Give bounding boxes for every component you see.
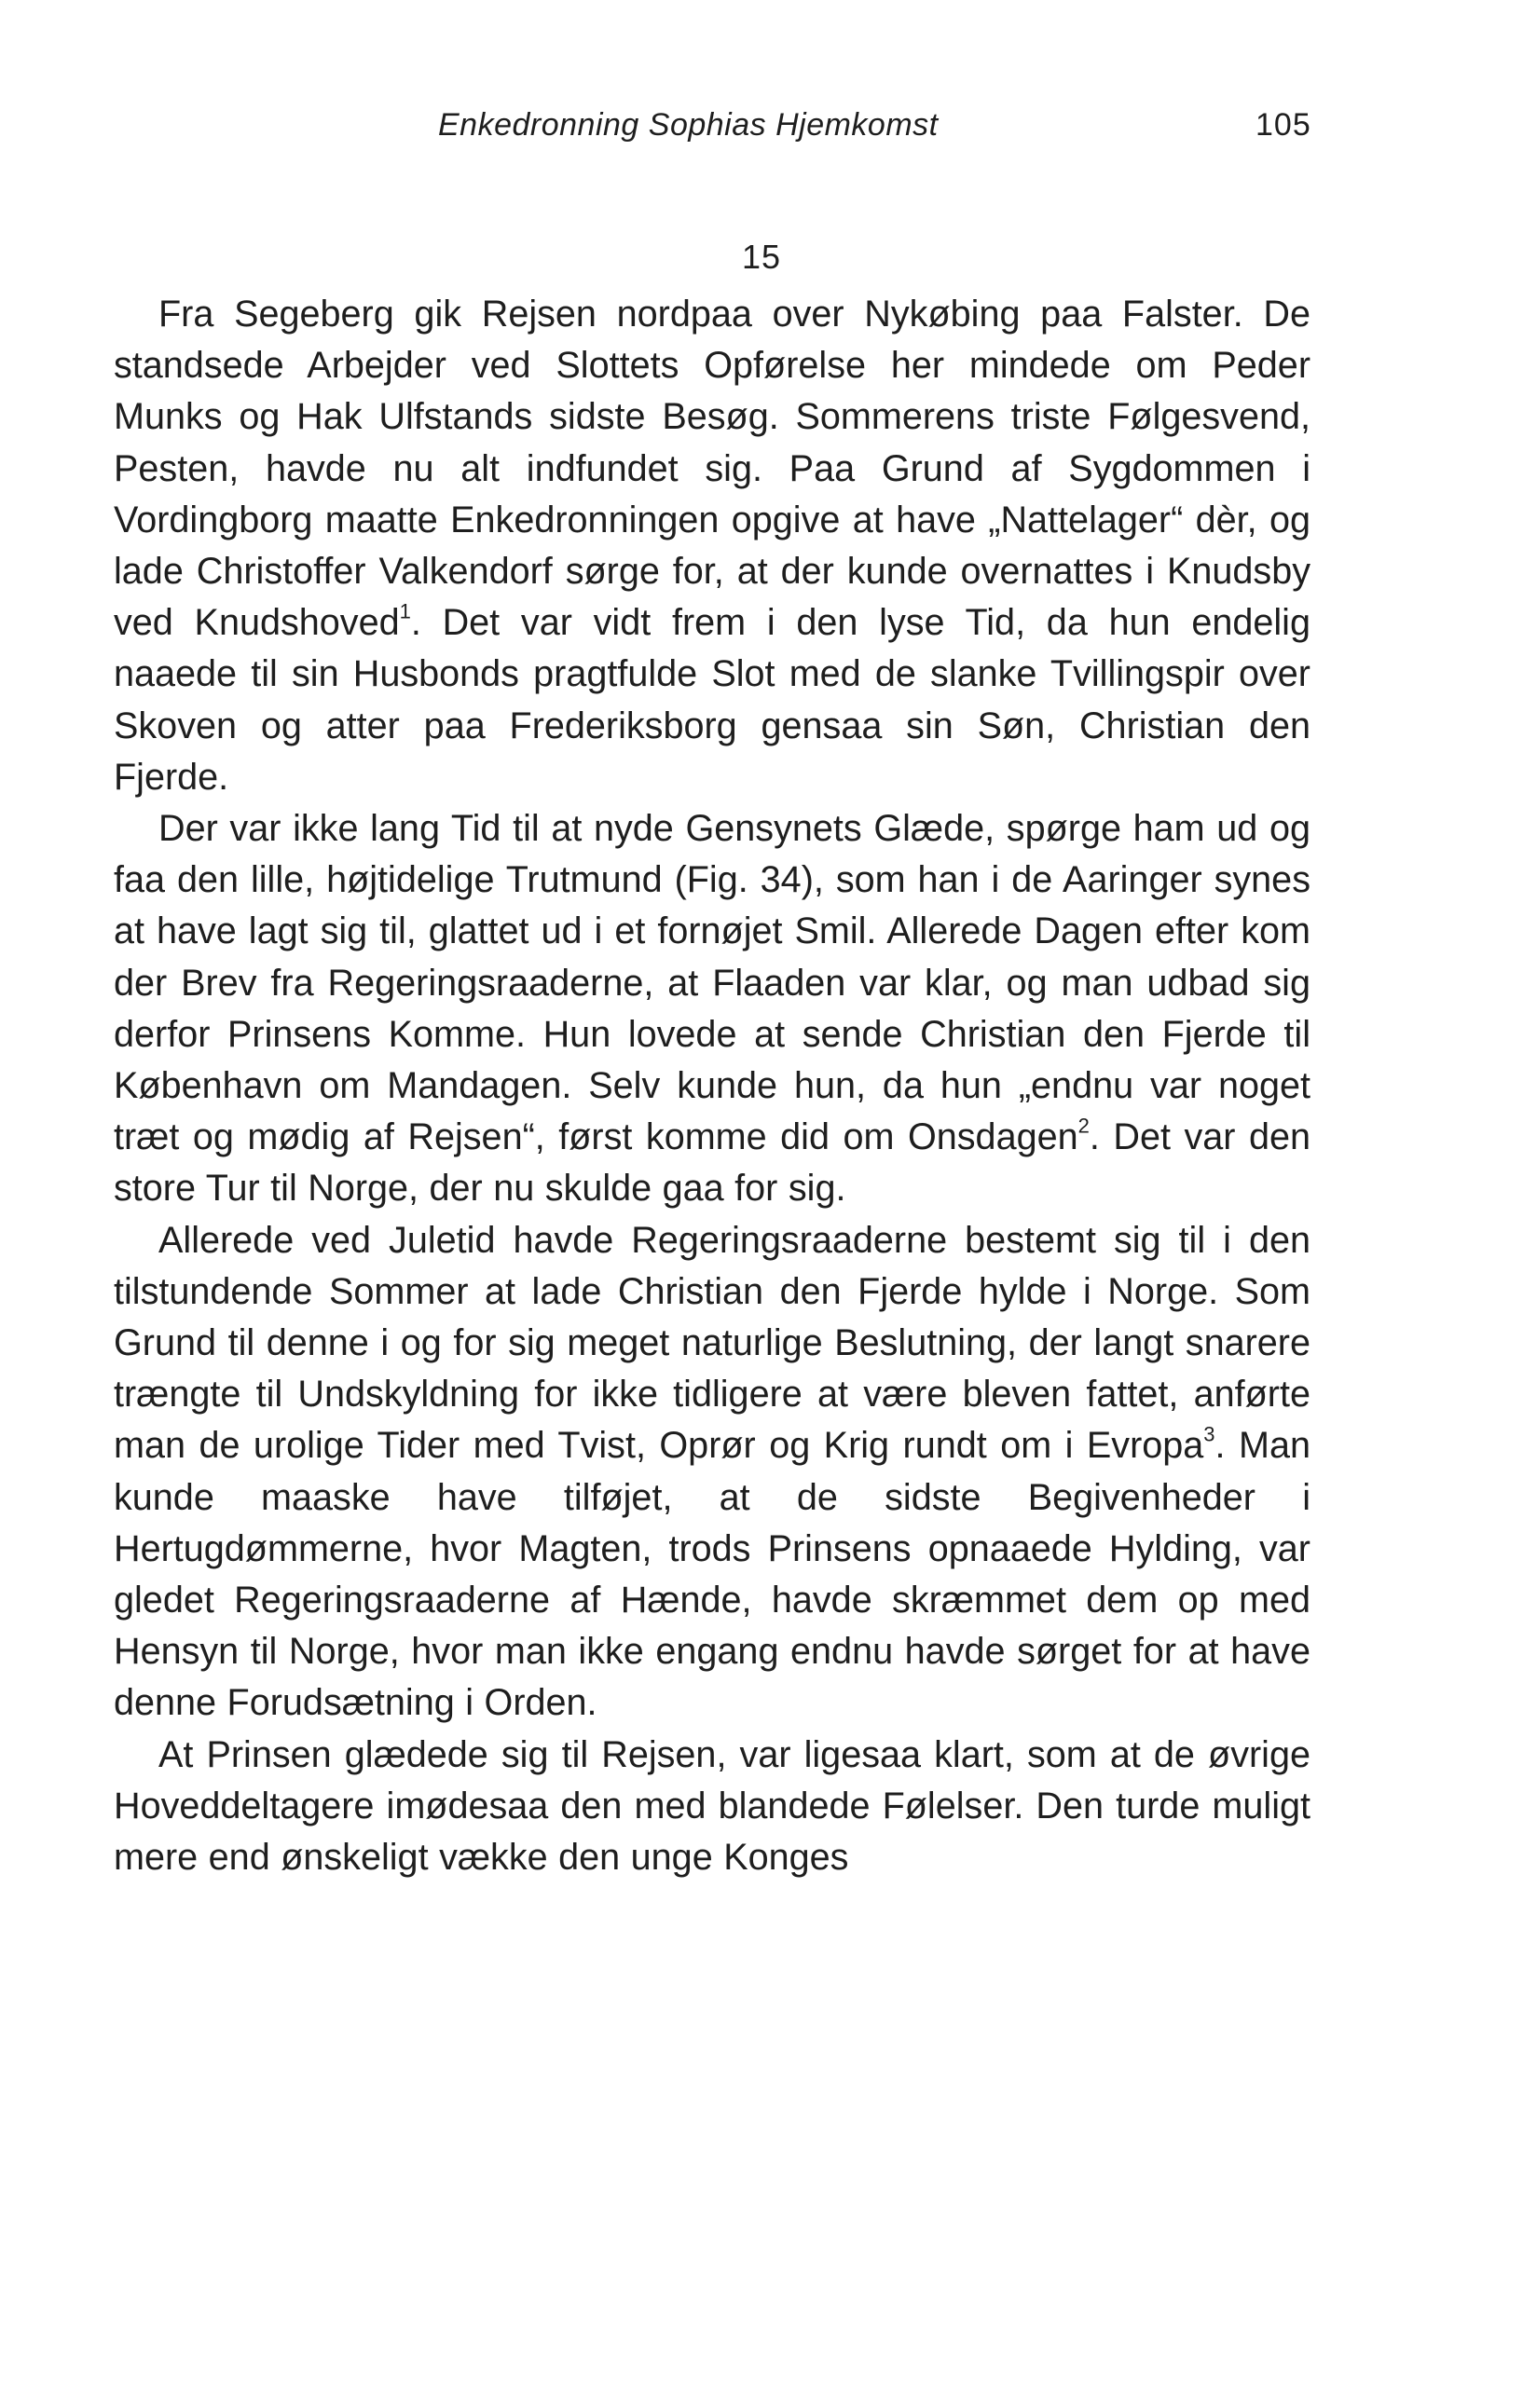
paragraph-text: At Prinsen glædede sig til Rejsen, var ligesaa klart, som at de øvrige Hoveddeltagere imødesaa den med blandede Følelser. Den turde muligt mere end ønskeligt vække den unge Konges <box>114 1733 1310 1879</box>
footnote-reference: 2 <box>1077 1114 1090 1138</box>
paragraph-text: . Man kunde maaske have tilføjet, at de sidste Begivenheder i Hertugdømmerne, hvor Magten, trods Prinsens opnaaede Hylding, var gledet Regeringsraaderne af Hænde, havde skræmmet dem op med Hensyn til Norge, hvor man ikke engang endnu havde sørget for at have denne Forudsætning i Orden. <box>114 1425 1310 1724</box>
paragraph-text: Allerede ved Juletid havde Regeringsraaderne bestemt sig til i den tilstundende Sommer at lade Christian den Fjerde hylde i Norge. Som Grund til denne i og for sig meget naturlige Beslutning, der langt snarere trængte til Undskyldning for ikke tidligere at være bleven fattet, anførte man de urolige Tider med Tvist, Oprør og Krig rundt om i Evropa <box>114 1219 1310 1467</box>
running-header <box>438 107 1324 154</box>
paragraph <box>114 1215 1310 1730</box>
footnote-reference: 3 <box>1203 1422 1215 1446</box>
paragraph-text: Der var ikke lang Tid til at nyde Gensynets Glæde, spørge ham ud og faa den lille, højtidelige Trutmund (Fig. 34), som han i de Aaringer synes at have lagt sig til, glattet ud i et fornøjet Smil. Allerede Dagen efter kom der Brev fra Regeringsraaderne, at Flaaden var klar, og man udbad sig derfor Prinsens Komme. Hun lovede at sende Christian den Fjerde til København om Mandagen. Selv kunde hun, da hun „endnu var noget træt og mødig af Rejsen“, først komme did om Onsdagen <box>114 808 1310 1158</box>
body-text <box>114 289 1310 1883</box>
running-title: Enkedronning Sophias Hjemkomst <box>438 107 939 143</box>
paragraph <box>114 1730 1310 1884</box>
page-number: 105 <box>1255 107 1311 143</box>
paragraph-text: . Det var den store Tur til Norge, der nu skulde gaa for sig. <box>114 1116 1310 1210</box>
paragraph-text: . Det var vidt frem i den lyse Tid, da hun endelig naaede til sin Husbonds pragtfulde Slot med de slanke Tvillingspir over Skoven og atter paa Frederiksborg gensaa sin Søn, Christian den Fjerde. <box>114 602 1310 798</box>
paragraph <box>114 803 1310 1215</box>
chapter-number: 15 <box>741 238 782 276</box>
paragraph-text: Fra Segeberg gik Rejsen nordpaa over Nykøbing paa Falster. De standsede Arbejder ved Slottets Opførelse her mindede om Peder Munks og Hak Ulfstands sidste Besøg. Sommerens triste Følgesvend, Pesten, havde nu alt indfundet sig. Paa Grund af Sygdommen i Vordingborg maatte Enkedronningen opgive at have „Nattelager“ dèr, og lade Christoffer Valkendorf sørge for, at der kunde overnattes i Knudsby ved Knudshoved <box>114 294 1310 644</box>
footnote-reference: 1 <box>399 599 411 623</box>
paragraph <box>114 289 1310 803</box>
